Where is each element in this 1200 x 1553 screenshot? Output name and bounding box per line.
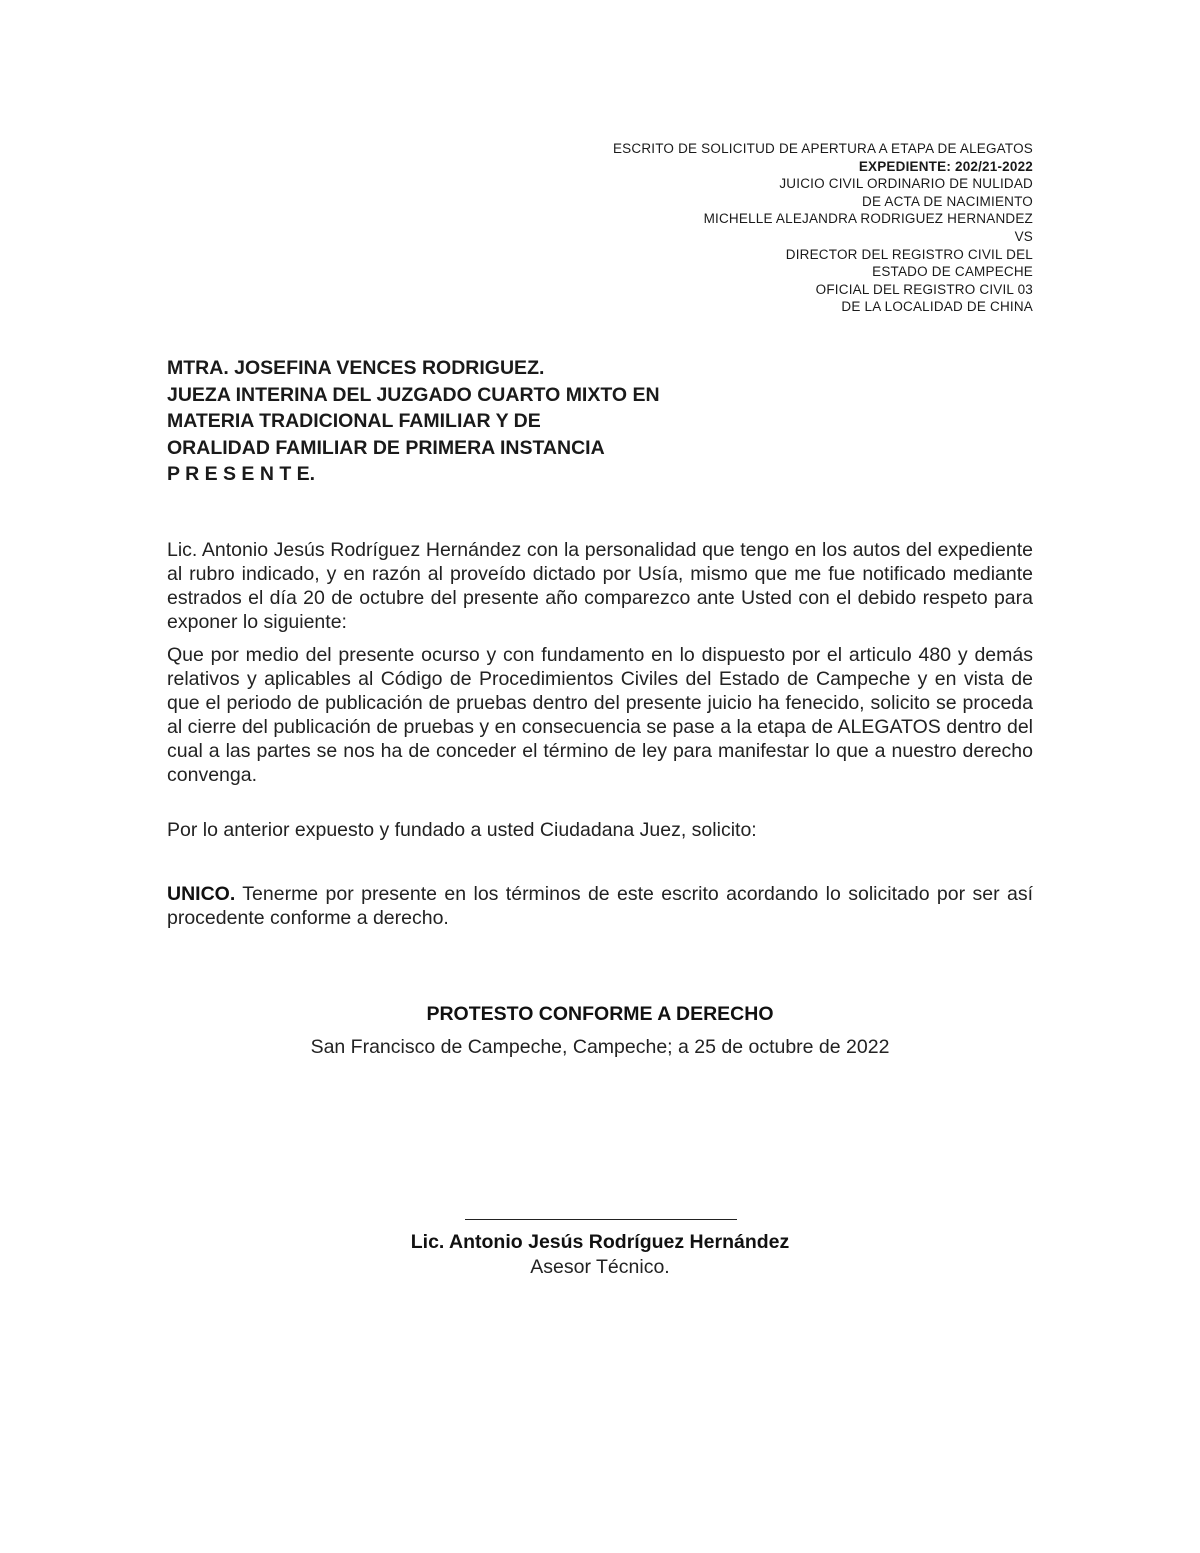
- document-type-line: ESCRITO DE SOLICITUD DE APERTURA A ETAPA DE ALEGATOS: [612, 141, 1033, 156]
- place-date: San Francisco de Campeche, Campeche; a 25 de octubre de 2022: [310, 1036, 890, 1058]
- plaintiff-name: MICHELLE ALEJANDRA RODRIGUEZ HERNANDEZ: [703, 211, 1033, 227]
- versus-label: VS: [1014, 228, 1033, 244]
- defendant-line-1: DIRECTOR DEL REGISTRO CIVIL DEL: [785, 246, 1033, 262]
- body-paragraph-2: Que por medio del presente ocurso y con fundamento en lo dispuesto por el articulo 480 y demás relativos y aplicables al Código de Procedimientos Civiles del Estado de Campeche y en vista de que el periodo de publicación de pruebas dentro del presente juicio ha fenecido, solicito se proceda al cierre del publicación de pruebas y en consecuencia se pase a la etapa de ALEGATOS dentro del cual a las partes se nos ha de conceder el término de ley para manifestar lo que a nuestro derecho convenga.: [167, 644, 1033, 786]
- body-paragraph-3: Por lo anterior expuesto y fundado a usted Ciudadana Juez, solicito:: [167, 819, 757, 841]
- protesto-heading: PROTESTO CONFORME A DERECHO: [426, 1003, 774, 1025]
- signer-role: Asesor Técnico.: [530, 1256, 670, 1278]
- addressee-title-3: ORALIDAD FAMILIAR DE PRIMERA INSTANCIA: [167, 436, 605, 459]
- case-header: [520, 140, 1033, 316]
- unico-paragraph: [167, 882, 1033, 930]
- unico-label: UNICO.: [167, 883, 236, 905]
- defendant-line-4: DE LA LOCALIDAD DE CHINA: [841, 299, 1033, 315]
- addressee-title-1: JUEZA INTERINA DEL JUZGADO CUARTO MIXTO EN: [167, 383, 660, 406]
- case-type-line: JUICIO CIVIL ORDINARIO DE NULIDAD: [779, 176, 1033, 192]
- case-number: EXPEDIENTE: 202/21-2022: [858, 158, 1033, 174]
- defendant-line-3: OFICIAL DEL REGISTRO CIVIL 03: [815, 281, 1033, 297]
- signature-line: [465, 1219, 737, 1220]
- addressee-title-2: MATERIA TRADICIONAL FAMILIAR Y DE: [167, 410, 541, 432]
- defendant-line-2: ESTADO DE CAMPECHE: [872, 264, 1033, 280]
- presente-label: P R E S E N T E.: [167, 463, 316, 485]
- signer-name: Lic. Antonio Jesús Rodríguez Hernández: [410, 1231, 790, 1253]
- body-paragraph-1: Lic. Antonio Jesús Rodríguez Hernández con la personalidad que tengo en los autos del expediente al rubro indicado, y en razón al proveído dictado por Usía, mismo que me fue notificado mediante estrados el día 20 de octubre del presente año comparezco ante Usted con el debido respeto para exponer lo siguiente:: [167, 539, 1033, 633]
- addressee-block: [167, 355, 867, 488]
- addressee-name: MTRA. JOSEFINA VENCES RODRIGUEZ.: [167, 357, 545, 379]
- case-type-line-2: DE ACTA DE NACIMIENTO: [862, 193, 1033, 209]
- unico-text: Tenerme por presente en los términos de este escrito acordando lo solicitado por ser así procedente conforme a derecho.: [167, 883, 1033, 929]
